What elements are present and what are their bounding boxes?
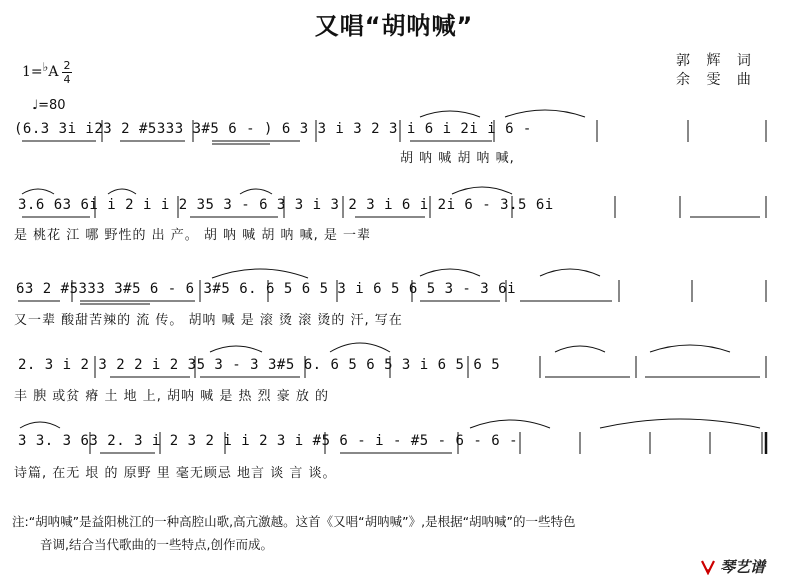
score-system-1-lyrics: 胡 呐 喊 胡 呐 喊,: [400, 151, 515, 166]
score-system-2-lyrics: 是 桃花 江 哪 野性的 出 产。 胡 呐 喊 胡 呐 喊, 是 一辈: [14, 228, 371, 243]
score-system-3-notes: 63 2 #5333 3#5 6 - 6 3#5 6. 6 5 6 5 3 i 6 5 6 5 3 - 3 6i: [16, 281, 517, 297]
flat-icon: ♭: [42, 60, 49, 74]
score-system-3-lyrics: 又一辈 酸甜苦辣的 流 传。 胡呐 喊 是 滚 烫 滚 烫的 汗, 写在: [14, 313, 403, 328]
page-title: 又唱“胡呐喊”: [314, 12, 474, 40]
quarter-note-icon: ♩: [32, 98, 39, 113]
music-logo-icon: [700, 559, 716, 575]
lyricist-credit: 郭 辉 词: [676, 53, 757, 69]
composer-credit: 余 雯 曲: [676, 72, 757, 88]
footnote-line-2: 音调,结合当代歌曲的一些特点,创作而成。: [40, 537, 273, 552]
time-signature-top: 2: [63, 59, 71, 72]
score-system-4-lyrics: 丰 腴 或贫 瘠 土 地 上, 胡呐 喊 是 热 烈 豪 放 的: [14, 389, 329, 404]
score-system-5-notes: 3 3. 3 63 2. 3 i 2 3 2 i i 2 3 i #5 6 - i - #5 - 6 - 6 -: [18, 433, 519, 449]
key-prefix: 1=: [22, 64, 43, 80]
score-system-2-notes: 3.6 63 6i i 2 i i 2 35 3 - 6 3 3 i 3 2 3 i 6 i 2i 6 - 3.5 6i: [18, 197, 554, 213]
score-system-4-notes: 2. 3 i 2 3 2 2 i 2 35 3 - 3 3#5 6. 6 5 6 5 3 i 6 5 6 5: [18, 357, 501, 373]
logo-text: 琴艺谱: [720, 558, 766, 576]
score-system-5-lyrics: 诗篇, 在无 垠 的 原野 里 毫无顾忌 地言 谈 言 谈。: [14, 466, 337, 481]
footnote-line-1: 注:“胡呐喊”是益阳桃江的一种高腔山歌,高亢激越。这首《又唱“胡呐喊”》,是根据“胡呐喊”的一些特色: [12, 514, 576, 529]
time-signature-bottom: 4: [63, 73, 71, 86]
score-system-1-notes: (6.3 3i i23 2 #5333 3#5 6 - ) 6 3 3 i 3 2 3 i 6 i 2i i 6 -: [14, 121, 532, 137]
key-note: A: [48, 64, 59, 80]
site-logo[interactable]: [700, 556, 765, 577]
tempo-value: =80: [38, 98, 66, 113]
